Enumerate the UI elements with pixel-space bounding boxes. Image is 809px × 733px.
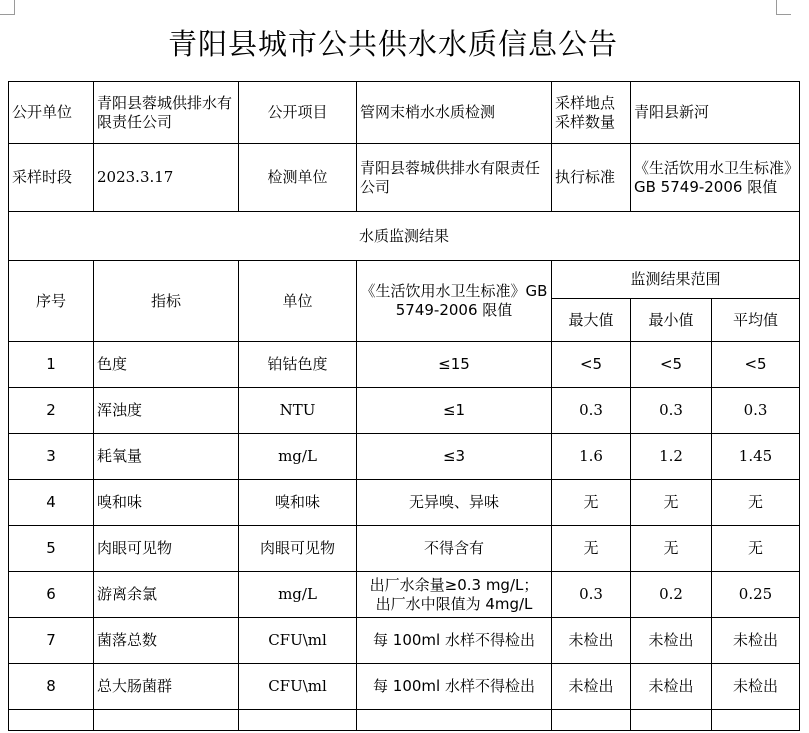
partial-cell [9, 710, 94, 731]
col-avg-header: 平均值 [712, 299, 800, 342]
row-limit-line-2: 出厂水中限值为 4mg/L [375, 594, 533, 613]
row-max: 0.3 [552, 572, 631, 618]
sampling-time-label: 采样时段 [9, 144, 94, 212]
table-row [9, 434, 800, 480]
row-limit [357, 572, 552, 618]
row-max: 未检出 [552, 618, 631, 664]
table-row [9, 342, 800, 388]
row-no: 2 [9, 388, 94, 434]
table-row-partial [9, 710, 800, 731]
row-max: 未检出 [552, 664, 631, 710]
row-unit: mg/L [239, 572, 357, 618]
row-avg: 未检出 [712, 664, 800, 710]
table-row [9, 388, 800, 434]
row-no: 4 [9, 480, 94, 526]
row-no: 8 [9, 664, 94, 710]
row-avg: 未检出 [712, 618, 800, 664]
row-indicator: 浑浊度 [94, 388, 239, 434]
row-unit: NTU [239, 388, 357, 434]
col-unit-header: 单位 [239, 261, 357, 342]
partial-cell [631, 710, 712, 731]
column-header-row-1 [9, 261, 800, 299]
row-no: 1 [9, 342, 94, 388]
col-no-header: 序号 [9, 261, 94, 342]
row-min: 未检出 [631, 618, 712, 664]
row-indicator: 耗氧量 [94, 434, 239, 480]
row-min: 无 [631, 526, 712, 572]
row-avg: <5 [712, 342, 800, 388]
section-row [9, 212, 800, 261]
row-min: 1.2 [631, 434, 712, 480]
row-unit: 嗅和味 [239, 480, 357, 526]
partial-cell [552, 710, 631, 731]
partial-cell [357, 710, 552, 731]
row-unit: CFU\ml [239, 618, 357, 664]
row-no: 5 [9, 526, 94, 572]
partial-cell [239, 710, 357, 731]
col-range-header: 监测结果范围 [552, 261, 800, 299]
row-limit: 每 100ml 水样不得检出 [357, 618, 552, 664]
row-limit: ≤1 [357, 388, 552, 434]
row-avg: 0.3 [712, 388, 800, 434]
row-indicator: 嗅和味 [94, 480, 239, 526]
row-avg: 1.45 [712, 434, 800, 480]
col-limit-header: 《生活饮用水卫生标准》GB 5749-2006 限值 [357, 261, 552, 342]
disclose-unit-value: 青阳县蓉城供排水有限责任公司 [94, 82, 239, 144]
row-no: 3 [9, 434, 94, 480]
disclose-item-value: 管网末梢水水质检测 [357, 82, 552, 144]
row-min: 无 [631, 480, 712, 526]
standard-label: 执行标准 [552, 144, 631, 212]
page-corner-mark-left [0, 0, 15, 15]
row-min: 0.2 [631, 572, 712, 618]
testing-unit-label: 检测单位 [239, 144, 357, 212]
row-max: <5 [552, 342, 631, 388]
partial-cell [712, 710, 800, 731]
sampling-time-value: 2023.3.17 [94, 144, 239, 212]
row-max: 无 [552, 480, 631, 526]
row-no: 6 [9, 572, 94, 618]
row-min: 未检出 [631, 664, 712, 710]
row-unit: CFU\ml [239, 664, 357, 710]
disclose-item-label: 公开项目 [239, 82, 357, 144]
row-unit: 铂钴色度 [239, 342, 357, 388]
row-avg: 无 [712, 526, 800, 572]
standard-value: 《生活饮用水卫生标准》GB 5749-2006 限值 [631, 144, 800, 212]
row-no: 7 [9, 618, 94, 664]
col-indicator-header: 指标 [94, 261, 239, 342]
row-indicator: 菌落总数 [94, 618, 239, 664]
row-avg: 0.25 [712, 572, 800, 618]
row-limit-line-1: 出厂水余量≥0.3 mg/L； [369, 575, 539, 594]
partial-cell [94, 710, 239, 731]
water-quality-table [8, 81, 800, 731]
row-limit: 不得含有 [357, 526, 552, 572]
sampling-place-value: 青阳县新河 [631, 82, 800, 144]
col-max-header: 最大值 [552, 299, 631, 342]
table-row [9, 618, 800, 664]
section-title: 水质监测结果 [9, 212, 800, 261]
table-row [9, 664, 800, 710]
header-row-2 [9, 144, 800, 212]
row-min: <5 [631, 342, 712, 388]
row-max: 1.6 [552, 434, 631, 480]
col-min-header: 最小值 [631, 299, 712, 342]
document-title: 青阳县城市公共供水水质信息公告 [167, 27, 618, 61]
disclose-unit-label: 公开单位 [9, 82, 94, 144]
row-max: 无 [552, 526, 631, 572]
row-indicator: 总大肠菌群 [94, 664, 239, 710]
row-limit: ≤3 [357, 434, 552, 480]
page-corner-mark-right [776, 0, 791, 15]
table-row [9, 526, 800, 572]
row-unit: 肉眼可见物 [239, 526, 357, 572]
testing-unit-value: 青阳县蓉城供排水有限责任公司 [357, 144, 552, 212]
sampling-place-label: 采样地点采样数量 [552, 82, 631, 144]
table-row [9, 572, 800, 618]
row-indicator: 游离余氯 [94, 572, 239, 618]
row-unit: mg/L [239, 434, 357, 480]
row-indicator: 肉眼可见物 [94, 526, 239, 572]
row-limit: 无异嗅、异味 [357, 480, 552, 526]
row-avg: 无 [712, 480, 800, 526]
row-indicator: 色度 [94, 342, 239, 388]
row-max: 0.3 [552, 388, 631, 434]
header-row-1 [9, 82, 800, 144]
row-limit: ≤15 [357, 342, 552, 388]
row-min: 0.3 [631, 388, 712, 434]
row-limit: 每 100ml 水样不得检出 [357, 664, 552, 710]
table-row [9, 480, 800, 526]
